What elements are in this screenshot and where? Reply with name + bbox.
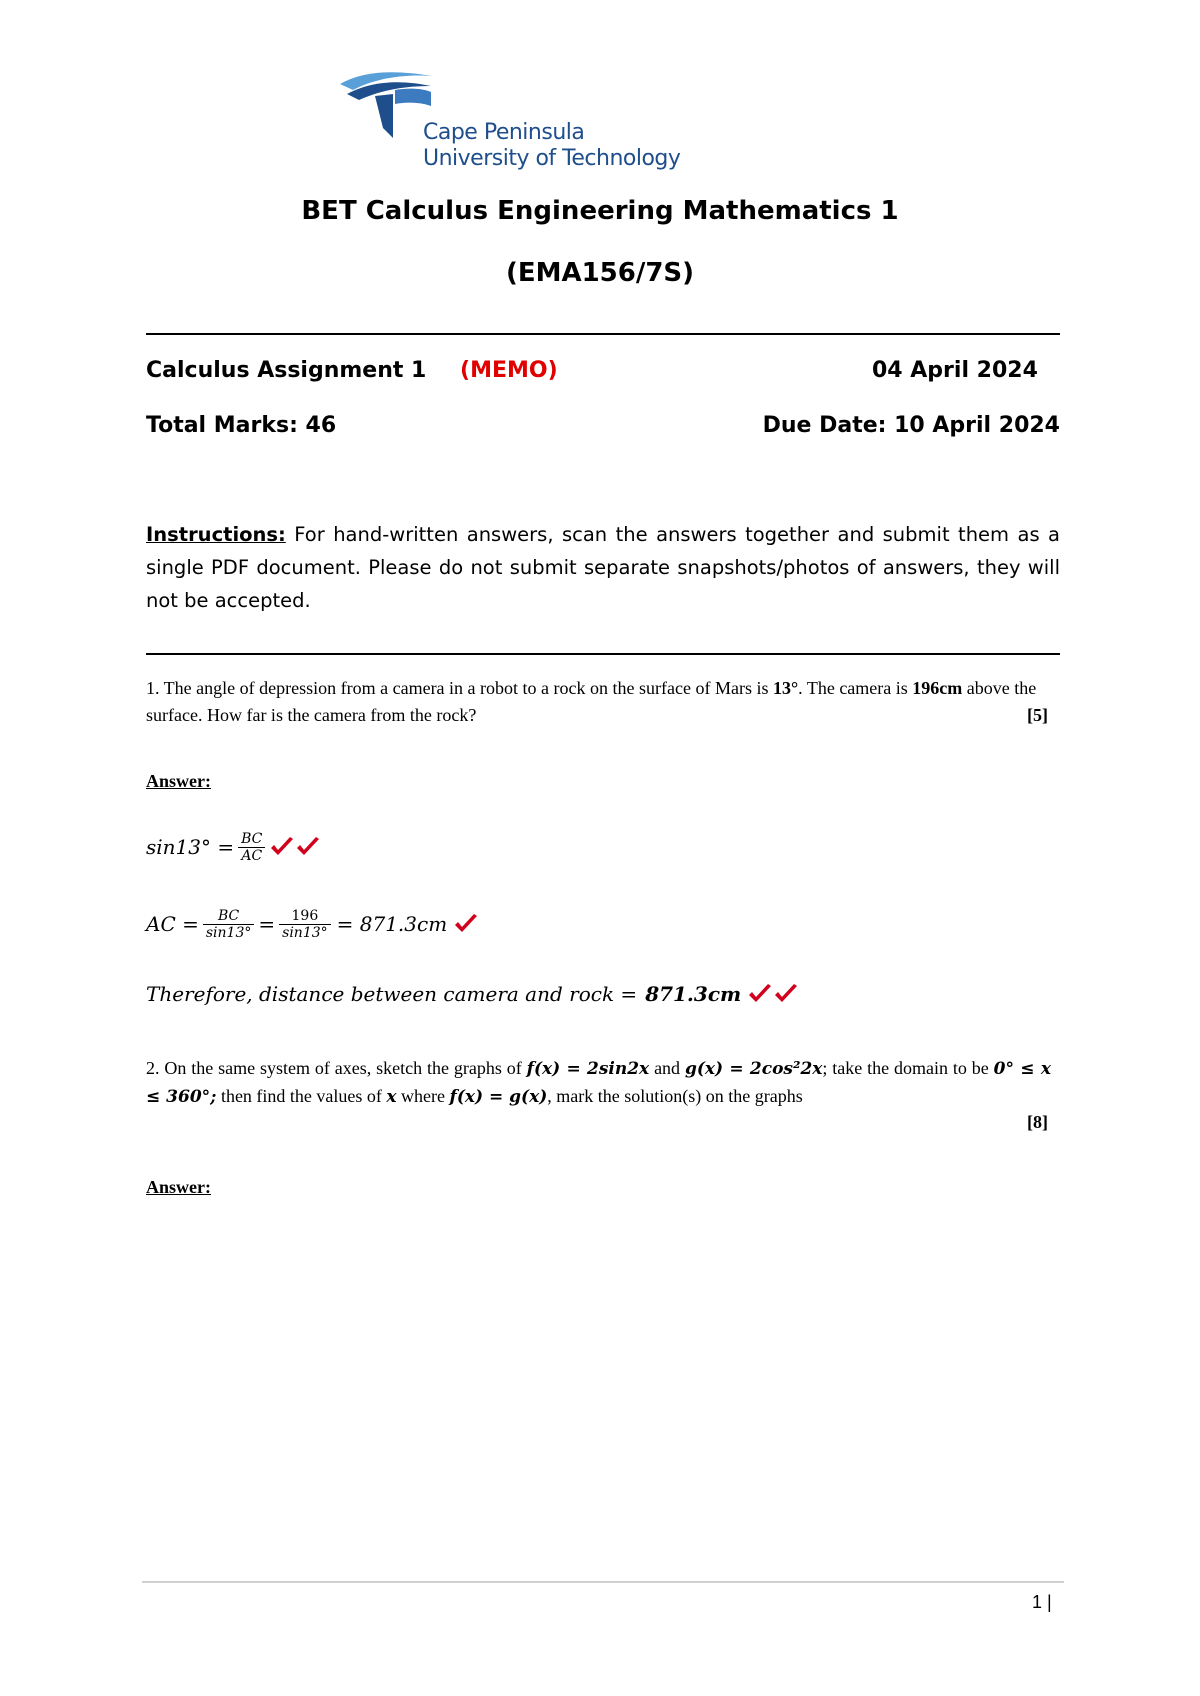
q2-g-expression: g(x) = 2cos²2x <box>684 1059 823 1079</box>
q2-t5: where <box>396 1086 450 1106</box>
q2-equation: f(x) = g(x) <box>449 1087 548 1107</box>
eq2-equals: = <box>258 912 276 936</box>
q2-t2: and <box>649 1058 685 1078</box>
q1-text-a: 1. The angle of depression from a camera in a robot to a rock on the surface of Mars is <box>146 678 773 698</box>
eq2-f1-denominator: sin13° <box>203 924 255 941</box>
q1-angle: 13° <box>772 678 799 698</box>
eq1-fraction <box>238 831 265 864</box>
check-mark-icon <box>453 913 479 935</box>
eq2-f2-numerator: 196 <box>291 907 319 924</box>
eq1-denominator: AC <box>238 847 265 864</box>
eq1-numerator: BC <box>241 830 263 847</box>
check-mark-icon <box>747 983 773 1005</box>
due-date: Due Date: 10 April 2024 <box>762 413 1060 438</box>
course-code: (EMA156/7S) <box>505 258 695 288</box>
q1-equation-2 <box>146 898 479 950</box>
eq2-result: = 871.3cm <box>336 912 448 936</box>
assignment-date: 04 April 2024 <box>872 358 1038 383</box>
q2-t6: , mark the solution(s) on the graphs <box>547 1086 803 1106</box>
logo-line-1: Cape Peninsula <box>423 120 585 145</box>
eq2-lhs: AC = <box>146 912 199 936</box>
check-mark-icon <box>773 983 799 1005</box>
conclusion-text: Therefore, distance between camera and rock = <box>146 982 638 1006</box>
q2-f-expression: f(x) = 2sin2x <box>526 1059 650 1079</box>
logo-line-2: University of Technology <box>423 146 681 171</box>
eq2-f1-numerator: BC <box>217 907 240 924</box>
q2-t1: 2. On the same system of axes, sketch the graphs of <box>146 1058 527 1078</box>
question-2 <box>146 1055 1051 1111</box>
q1-equation-1 <box>146 822 321 872</box>
q1-marks: [5] <box>1027 705 1048 725</box>
q2-domain: 0° ≤ x ≤ 360°; <box>146 1059 1051 1107</box>
assignment-title <box>146 358 558 383</box>
divider-top <box>146 333 1060 335</box>
assignment-label: Calculus Assignment 1 <box>146 358 427 383</box>
total-marks: Total Marks: 46 <box>146 413 337 438</box>
q2-marks: [8] <box>1027 1112 1048 1132</box>
eq1-lhs: sin13° = <box>146 835 235 859</box>
q1-height: 196cm <box>912 678 963 698</box>
conclusion-value: 871.3cm <box>645 982 742 1006</box>
divider-middle <box>146 653 1060 655</box>
q1-text-c: above the surface. How far is the camera from the rock? <box>146 678 1037 725</box>
page-number: 1 | <box>1032 1592 1052 1612</box>
eq2-f2-denominator: sin13° <box>279 924 331 941</box>
q1-answer-label: Answer: <box>146 771 211 791</box>
check-mark-icon <box>295 836 321 858</box>
check-mark-icon <box>269 836 295 858</box>
q2-t4: then find the values of <box>216 1086 387 1106</box>
instructions-label: Instructions: <box>146 523 286 546</box>
eq2-fraction-1 <box>203 908 255 941</box>
q2-x: x <box>386 1087 397 1107</box>
instructions-text: For hand-written answers, scan the answers together and submit them as a single PDF document. Please do not submit separate snapshots/photos of answers, they will not be accepted. <box>146 523 1060 612</box>
question-1 <box>146 675 1051 729</box>
document-title: BET Calculus Engineering Mathematics 1 <box>301 196 899 226</box>
q2-t3: ; take the domain to be <box>822 1058 994 1078</box>
q2-answer-label: Answer: <box>146 1177 211 1197</box>
footer-rule <box>142 1581 1064 1583</box>
q1-text-b: . The camera is <box>798 678 913 698</box>
university-logo <box>335 66 695 178</box>
instructions <box>146 518 1060 617</box>
memo-label: (MEMO) <box>460 358 558 383</box>
eq2-fraction-2 <box>279 908 331 941</box>
q1-conclusion <box>146 982 799 1006</box>
